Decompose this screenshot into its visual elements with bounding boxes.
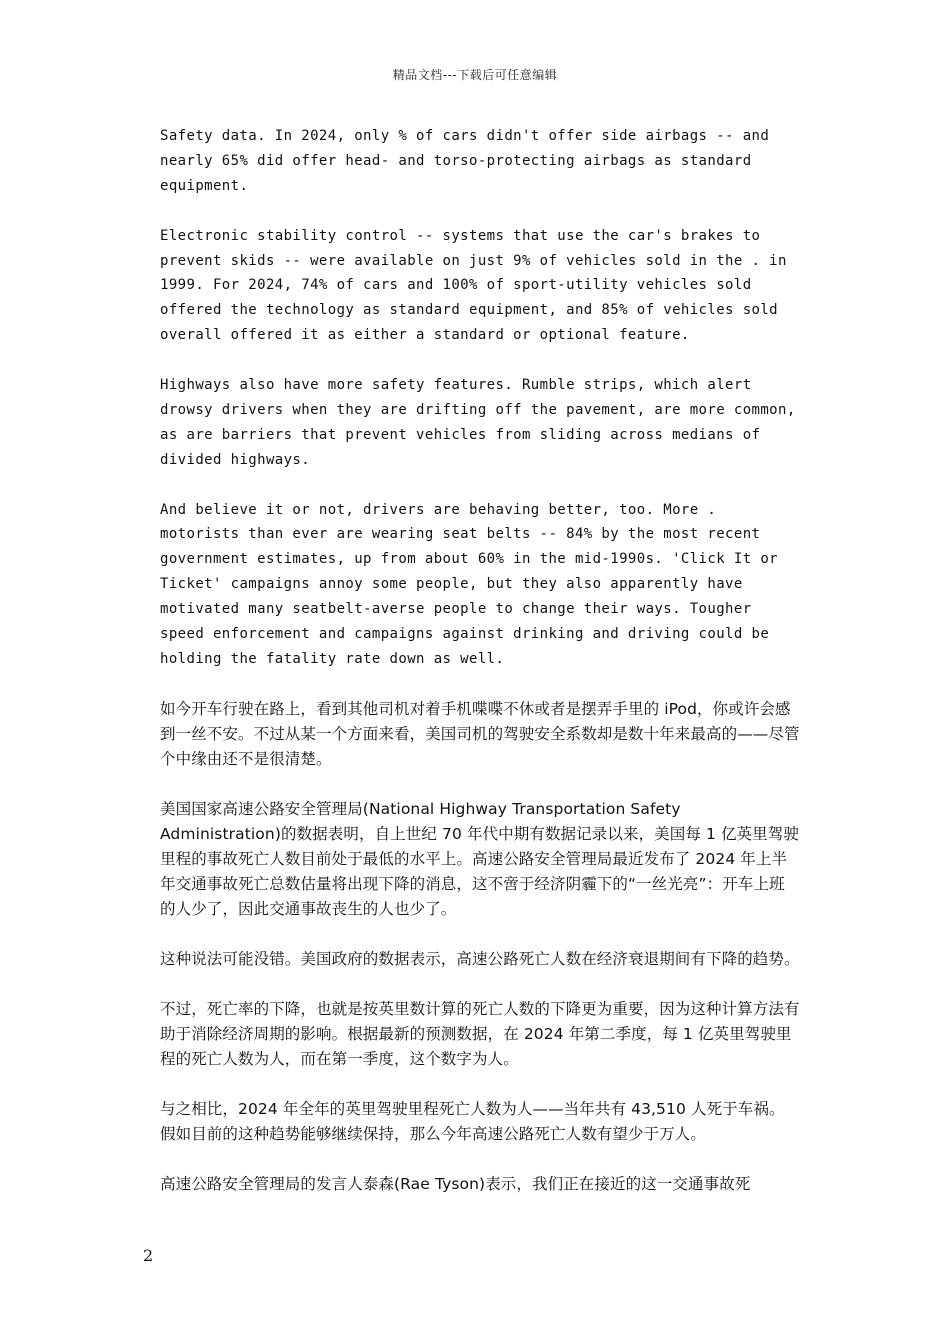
paragraph-zh-spokesperson: 高速公路安全管理局的发言人泰森(Rae Tyson)表示，我们正在接近的这一交通事故死 xyxy=(160,1174,751,1193)
paragraph-zh-fatality-rate: 不过，死亡率的下降，也就是按英里数计算的死亡人数的下降更为重要，因为这种计算方法有助于消除经济周期的影响。根据最新的预测数据，在 2024 年第二季度，每 1 亿英里驾驶里程的死亡人数为人，而在第一季度，这个数字为人。 xyxy=(160,999,800,1068)
page-header: 精品文档---下载后可任意编辑 xyxy=(392,68,558,82)
document-body xyxy=(160,124,800,1222)
paragraph-zh-intro: 如今开车行驶在路上，看到其他司机对着手机喋喋不休或者是摆弄手里的 iPod，你或许会感到一丝不安。不过从某一个方面来看，美国司机的驾驶安全系数却是数十年来最高的——尽管个中缘由还不是很清楚。 xyxy=(160,699,800,768)
paragraph-en-airbags: Safety data. In 2024, only % of cars didn't offer side airbags -- and nearly 65% did offer head- and torso-protecting airbags as standard equipment. xyxy=(160,128,770,194)
paragraph-zh-nhtsa-data: 美国国家高速公路安全管理局(National Highway Transportation Safety Administration)的数据表明，自上世纪 70 年代中期有数据记录以来，美国每 1 亿英里驾驶里程的事故死亡人数目前处于最低的水平上。高速公路安全管理局最近发布了 2024 年上半年交通事故死亡总数估量将出现下降的消息，这不啻于经济阴霾下的“一丝光亮”：开车上班的人少了，因此交通事故丧生的人也少了。 xyxy=(160,799,799,918)
paragraph-zh-annual-comparison: 与之相比，2024 年全年的英里驾驶里程死亡人数为人——当年共有 43,510 人死于车祸。假如目前的这种趋势能够继续保持，那么今年高速公路死亡人数有望少于万人。 xyxy=(160,1099,785,1143)
page-number: 2 xyxy=(143,1246,154,1265)
paragraph-en-stability-control: Electronic stability control -- systems that use the car's brakes to prevent skids -- were available on just 9% of vehicles sold in the . in 1999. For 2024, 74% of cars and 100% of sport-utility vehicles sold offered the technology as standard equipment, and 85% of vehicles sold overall offered it as either a standard or optional feature. xyxy=(160,227,787,344)
paragraph-en-highway-features: Highways also have more safety features. Rumble strips, which alert drowsy drivers when they are drifting off the pavement, are more common, as are barriers that prevent vehicles from sliding across medians of divided highways. xyxy=(160,377,796,468)
paragraph-en-driver-behavior: And believe it or not, drivers are behaving better, too. More . motorists than ever are wearing seat belts -- 84% by the most recent government estimates, up from about 60% in the mid-1990s. 'Click It or Ticket' campaigns annoy some people, but they also apparently have motivated many seatbelt-averse people to change their ways. Tougher speed enforcement and campaigns against drinking and driving could be holding the fatality rate down as well. xyxy=(160,501,779,667)
paragraph-zh-recession: 这种说法可能没错。美国政府的数据表示，高速公路死亡人数在经济衰退期间有下降的趋势。 xyxy=(160,949,800,968)
